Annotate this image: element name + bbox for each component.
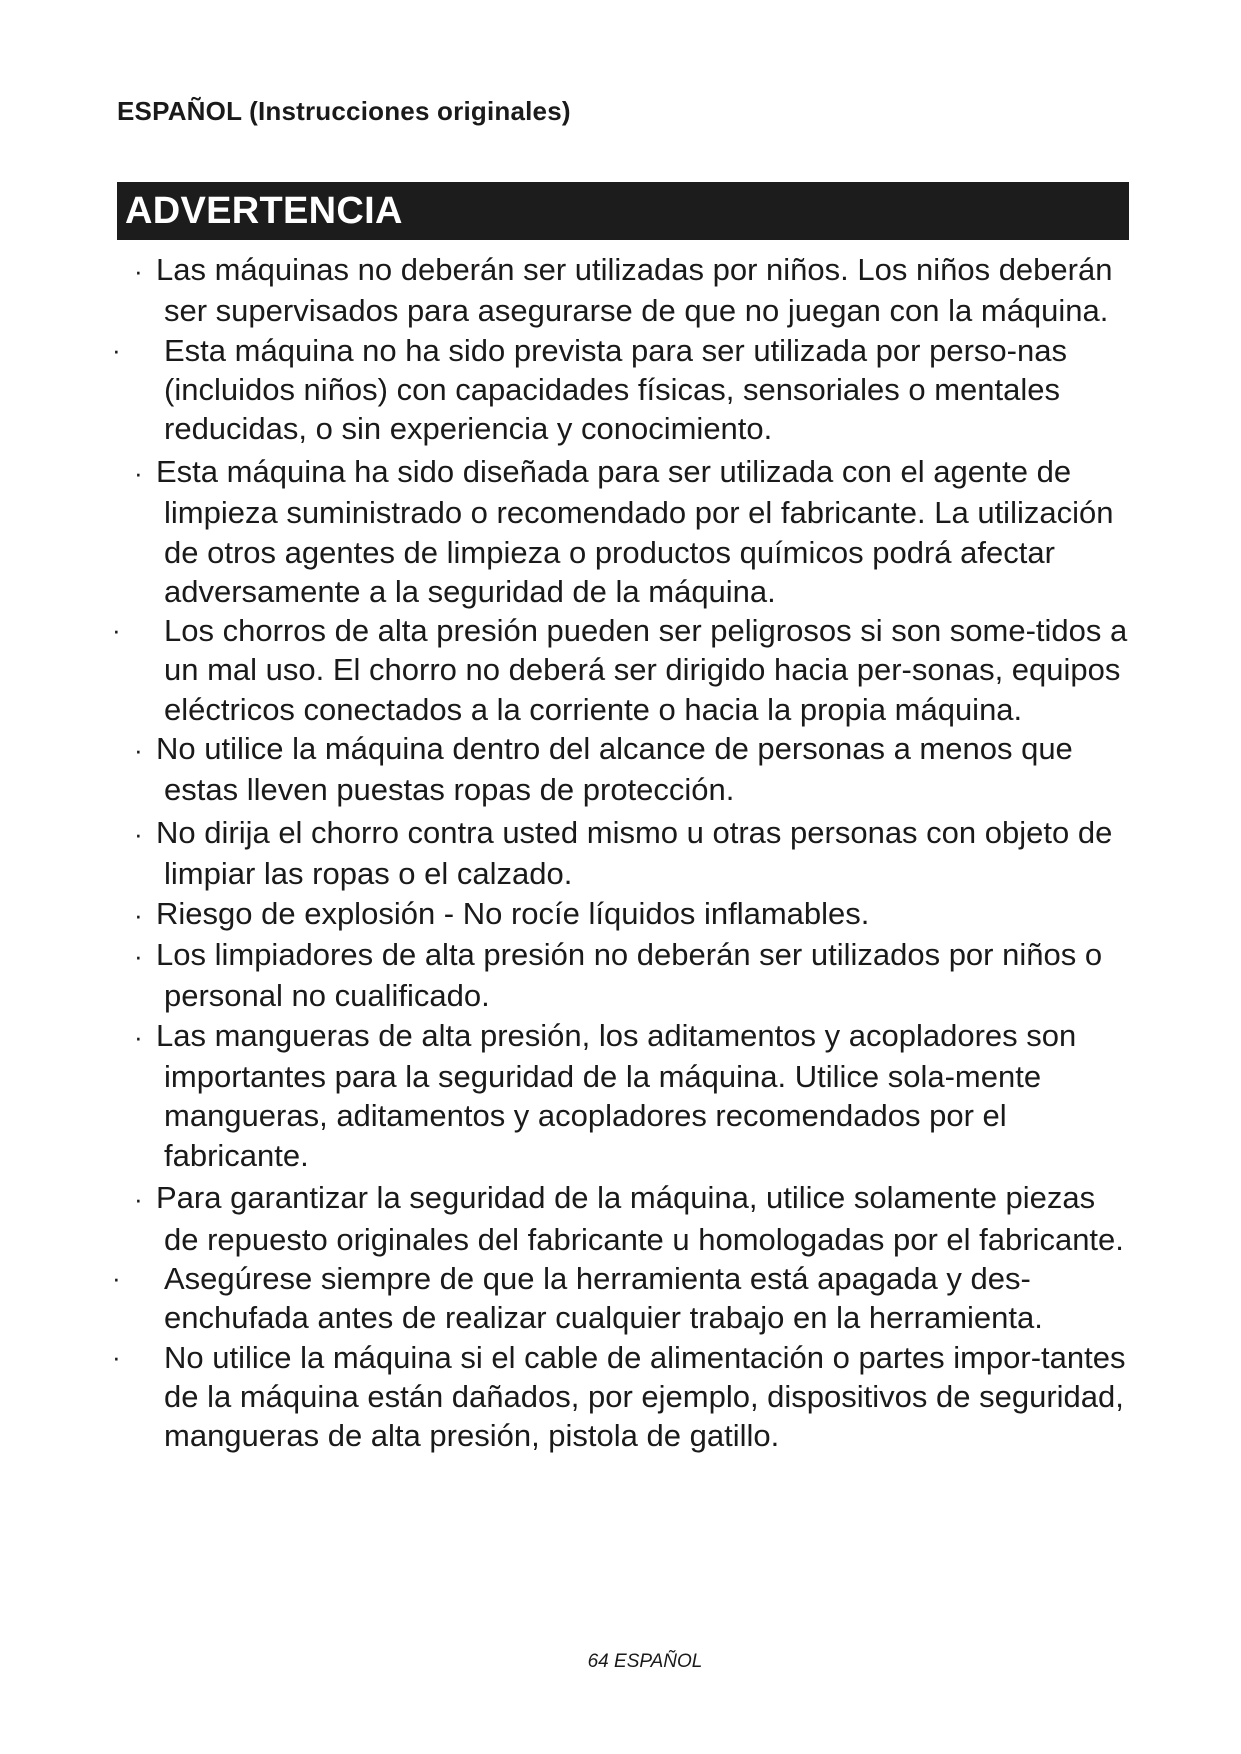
warning-item-text: Para garantizar la seguridad de la máquina, utilice solamente piezas de repuesto originales del fabricante u homologadas por el fabricante. [156,1180,1124,1257]
bullet-icon: · [112,1341,121,1372]
warning-item-text: Riesgo de explosión - No rocíe líquidos inflamables. [156,895,870,931]
warning-item-1 [112,250,1132,331]
warning-item-text: Los limpiadores de alta presión no deberán ser utilizados por niños o personal no cualificado. [156,937,1103,1014]
warning-item-9 [112,1016,1132,1175]
warning-item-text: No utilice la máquina si el cable de alimentación o partes impor-tantes de la máquina están dañados, por ejemplo, dispositivos de seguridad, mangueras de alta presión, pistola de gatillo. [164,1339,1126,1454]
warning-item-6 [112,813,1132,894]
warning-item-text: Asegúrese siempre de que la herramienta está apagada y des-enchufada antes de realizar cualquier trabajo en la herramienta. [164,1260,1043,1336]
warning-title: ADVERTENCIA [125,190,403,232]
warning-item-text: Los chorros de alta presión pueden ser peligrosos si son some-tidos a un mal uso. El chorro no deberá ser dirigido hacia per-sonas, equipos eléctricos conectados a la corriente o hacia la propia máquina. [164,613,1128,727]
page-header: ESPAÑOL (Instrucciones originales) [117,96,571,126]
bullet-icon: · [112,615,121,646]
bullet-icon: · [134,1184,143,1215]
warning-item-text: Esta máquina no ha sido prevista para ser utilizada por perso-nas (incluidos niños) con capacidades físicas, sensoriales o mentales reducidas, o sin experiencia y conocimiento. [164,332,1067,447]
bullet-icon: · [134,899,143,930]
bullet-icon: · [112,1262,121,1293]
warning-item-4 [112,611,1132,729]
warning-item-text: Esta máquina ha sido diseñada para ser utilizada con el agente de limpieza suministrado o recomendado por el fabricante. La utilización de otros agentes de limpieza o productos químicos podrá afectar adversamente a la seguridad de la máquina. [156,453,1114,609]
warning-item-7 [112,894,1132,935]
bullet-icon: · [134,1021,143,1052]
warning-item-text: Las mangueras de alta presión, los aditamentos y acopladores son importantes para la seguridad de la máquina. Utilice sola-mente mangueras, aditamentos y acopladores recomendados por el fabricante. [156,1017,1077,1173]
bullet-icon: · [134,941,143,972]
warning-item-text: No utilice la máquina dentro del alcance de personas a menos que estas lleven puestas ropas de protección. [156,731,1073,808]
warning-list [112,250,1132,1455]
bullet-icon: · [134,457,143,488]
page-number: 64 ESPAÑOL [587,1651,703,1672]
warning-item-12 [112,1338,1132,1456]
warning-item-text: No dirija el chorro contra usted mismo u otras personas con objeto de limpiar las ropas o el calzado. [156,815,1113,892]
warning-item-5 [112,729,1132,810]
warning-item-11 [112,1259,1132,1338]
bullet-icon: · [134,735,143,766]
warning-banner [117,182,1129,240]
warning-item-text: Las máquinas no deberán ser utilizadas por niños. Los niños deberán ser supervisados para asegurarse de que no juegan con la máquina. [156,252,1113,329]
bullet-icon: · [112,334,121,365]
bullet-icon: · [134,256,143,286]
warning-item-2 [112,331,1132,449]
warning-item-10 [112,1178,1132,1259]
warning-item-8 [112,935,1132,1016]
warning-item-3 [112,452,1132,611]
bullet-icon: · [134,819,143,850]
